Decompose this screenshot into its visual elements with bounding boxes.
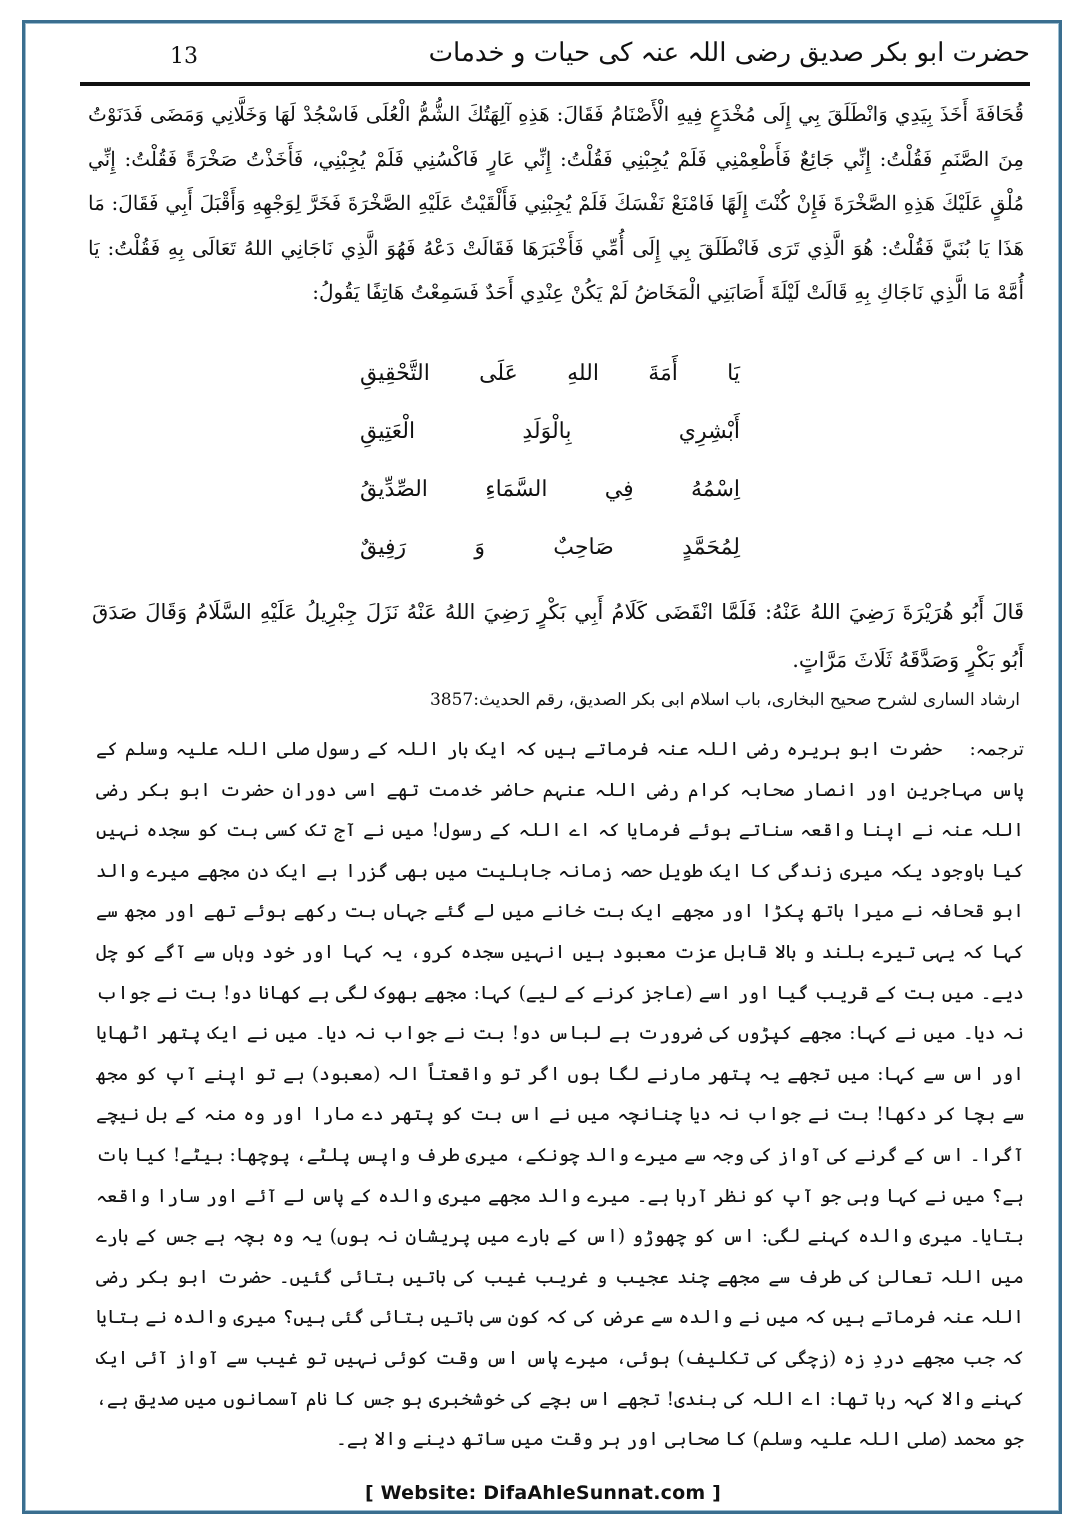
poem-word: التَّحْقِيقِ xyxy=(360,360,430,386)
poem-word: فِي xyxy=(604,476,634,502)
poem-word: عَلَى xyxy=(479,360,518,386)
arabic-paragraph: قُحَافَةَ أَخَذَ بِيَدِي وَانْطَلَقَ بِي إِلَى مُخْدَعٍ فِيهِ الْأَصْنَامُ فَقَالَ: هَذِهِ آلِهَتُكَ الشُّمُّ الْعُلَى فَاسْجُدْ لَهَا وَخَلَّانِي وَمَضَى فَدَنَوْتُ مِنَ الصَّنَمِ فَقُلْتُ: إِنِّي جَائِعٌ فَأَطْعِمْنِي فَلَمْ يُجِبْنِي فَقُلْتُ: إِنِّي عَارٍ فَاكْسُنِي فَلَمْ يُجِبْنِي، فَأَخَذْتُ صَخْرَةً فَقُلْتُ: إِنِّي مُلْقٍ عَلَيْكَ هَذِهِ الصَّخْرَةَ فَإِنْ كُنْتَ إِلَهًا فَامْنَعْ نَفْسَكَ فَلَمْ يُجِبْنِي فَأَلْقَيْتُ عَلَيْهِ الصَّخْرَةَ فَخَرَّ لِوَجْهِهِ وَأَقْبَلَ أَبِي فَقَالَ: مَا هَذَا يَا بُنَيَّ فَقُلْتُ: هُوَ الَّذِي تَرَى فَانْطَلَقَ بِي إِلَى أُمِّي فَأَخْبَرَهَا فَقَالَتْ دَعْهُ فَهُوَ الَّذِي نَاجَانِي اللهُ تَعَالَى بِهِ فَقُلْتُ: يَا أُمَّهْ مَا الَّذِي نَاجَاكِ بِهِ قَالَتْ لَيْلَةَ أَصَابَنِي الْمَخَاضُ لَمْ يَكُنْ عِنْدِي أَحَدٌ فَسَمِعْتُ هَاتِفًا يَقُولُ: xyxy=(88,102,1024,304)
arabic-conclusion xyxy=(92,588,1024,684)
page-header xyxy=(80,38,1030,82)
urdu-translation xyxy=(96,730,1024,1461)
poem-word: بِالْوَلَدِ xyxy=(522,418,572,444)
poem-row xyxy=(360,344,740,402)
poem-word: صَاحِبٌ xyxy=(553,534,614,560)
page-number: 13 xyxy=(170,44,198,69)
poem-word: وَ xyxy=(474,534,486,560)
poem-word: اِسْمُهُ xyxy=(690,476,740,502)
header-divider xyxy=(80,82,1030,86)
poem-word: اللهِ xyxy=(567,360,599,386)
hadith-reference: ارشاد الساری لشرح صحیح البخاری، باب اسلام ابی بکر الصدیق، رقم الحدیث:3857 xyxy=(429,690,1020,710)
poem-word: يَا xyxy=(727,360,740,386)
arabic-paragraph: قَالَ أَبُو هُرَيْرَةَ رَضِيَ اللهُ عَنْهُ: فَلَمَّا انْقَضَى كَلَامُ أَبِي بَكْرٍ رَضِيَ اللهُ عَنْهُ نَزَلَ جِبْرِيلُ عَلَيْهِ السَّلَامُ وَقَالَ صَدَقَ أَبُو بَكْرٍ وَصَدَّقَهُ ثَلَاثَ مَرَّاتٍ. xyxy=(92,600,1024,672)
poem-word: رَفِيقٌ xyxy=(360,534,407,560)
running-title: حضرت ابو بکر صدیق رضی اللہ عنہ کی حیات و خدمات xyxy=(428,38,1030,68)
poem-row xyxy=(360,460,740,518)
translation-text: حضرت ابو ہریرہ رضی اللہ عنہ فرماتے ہیں کہ ایک بار اللہ کے رسول صلی اللہ علیہ وسلم کے پاس مہاجرین اور انصار صحابہ کرام رضی اللہ عنہم حاضر خدمت تھے اسی دوران حضرت ابو بکر رضی اللہ عنہ نے اپنا واقعہ سناتے ہوئے فرمایا کہ اے اللہ کے رسول! میں نے آج تک کسی بت کو سجدہ نہیں کیا باوجود یکہ میری زندگی کا ایک طویل حصہ زمانہ جاہلیت میں بھی گزرا ہے ایک دن مجھے میرے والد ابو قحافہ نے میرا ہاتھ پکڑا اور مجھے ایک بت خانے میں لے گئے جہاں بت رکھے ہوئے تھے اور مجھ سے کہا کہ یہی تیرے بلند و بالا قابل عزت معبود ہیں انہیں سجدہ کرو، یہ کہا اور خود وہاں سے آگے کو چل دیے۔ میں بت کے قریب گیا اور اسے (عاجز کرنے کے لیے) کہا: مجھے بھوک لگی ہے کھانا دو! بت نے جواب نہ دیا۔ میں نے کہا: مجھے کپڑوں کی ضرورت ہے لباس دو! بت نے جواب نہ دیا۔ میں نے ایک پتھر اٹھایا اور اس سے کہا: میں تجھے یہ پتھر مارنے لگا ہوں اگر تو واقعتاً الہ (معبود) ہے تو اپنے آپ کو مجھ سے بچا کر دکھا! بت نے جواب نہ دیا چنانچہ میں نے اس بت کو پتھر دے مارا اور وہ منہ کے بل نیچے آگرا۔ اس کے گرنے کی آواز کی وجہ سے میرے والد چونکے، میری طرف واپس پلٹے، پوچھا: بیٹے! کیا بات ہے؟ میں نے کہا وہی جو آپ کو نظر آرہا ہے۔ میرے والد مجھے میری والدہ کے پاس لے آئے اور سارا واقعہ بتایا۔ میری والدہ کہنے لگی: اس کو چھوڑو (اس کے بارے میں پریشان نہ ہوں) یہ وہ بچہ ہے جس کے بارے میں اللہ تعالیٰ کی طرف سے مجھے چند عجیب و غریب غیب کی باتیں بتائی گئیں۔ حضرت ابو بکر رضی اللہ عنہ فرماتے ہیں کہ میں نے والدہ سے عرض کی کہ کون سی باتیں بتائی گئی ہیں؟ میری والدہ نے بتایا کہ جب مجھے دردِ زہ (زچگی کی تکلیف) ہوئی، میرے پاس اس وقت کوئی نہیں تو غیب سے آواز آئی ایک کہنے والا کہہ رہا تھا: اے اللہ کی بندی! تجھے اس بچے کی خوشخبری ہو جس کا نام آسمانوں میں صدیق ہے، جو محمد (صلی اللہ علیہ وسلم) کا صحابی اور ہر وقت میں ساتھ دینے والا ہے۔ xyxy=(96,739,1024,1451)
poem-word: الصِّدِّيقُ xyxy=(360,476,428,502)
poem-word: السَّمَاءِ xyxy=(485,476,548,502)
poem-word: لِمُحَمَّدٍ xyxy=(682,534,740,560)
poem-word: أَبْشِرِي xyxy=(678,418,740,444)
arabic-narration xyxy=(88,92,1024,315)
poem-row xyxy=(360,402,740,460)
poem-verses xyxy=(360,344,740,576)
poem-word: الْعَتِيقِ xyxy=(360,418,416,444)
translation-paragraph xyxy=(96,730,1024,1461)
poem-row xyxy=(360,518,740,576)
poem-word: أَمَةَ xyxy=(648,360,678,386)
translation-label: ترجمہ: xyxy=(969,739,1024,760)
website-footer: [ Website: DifaAhleSunnat.com ] xyxy=(364,1482,722,1504)
